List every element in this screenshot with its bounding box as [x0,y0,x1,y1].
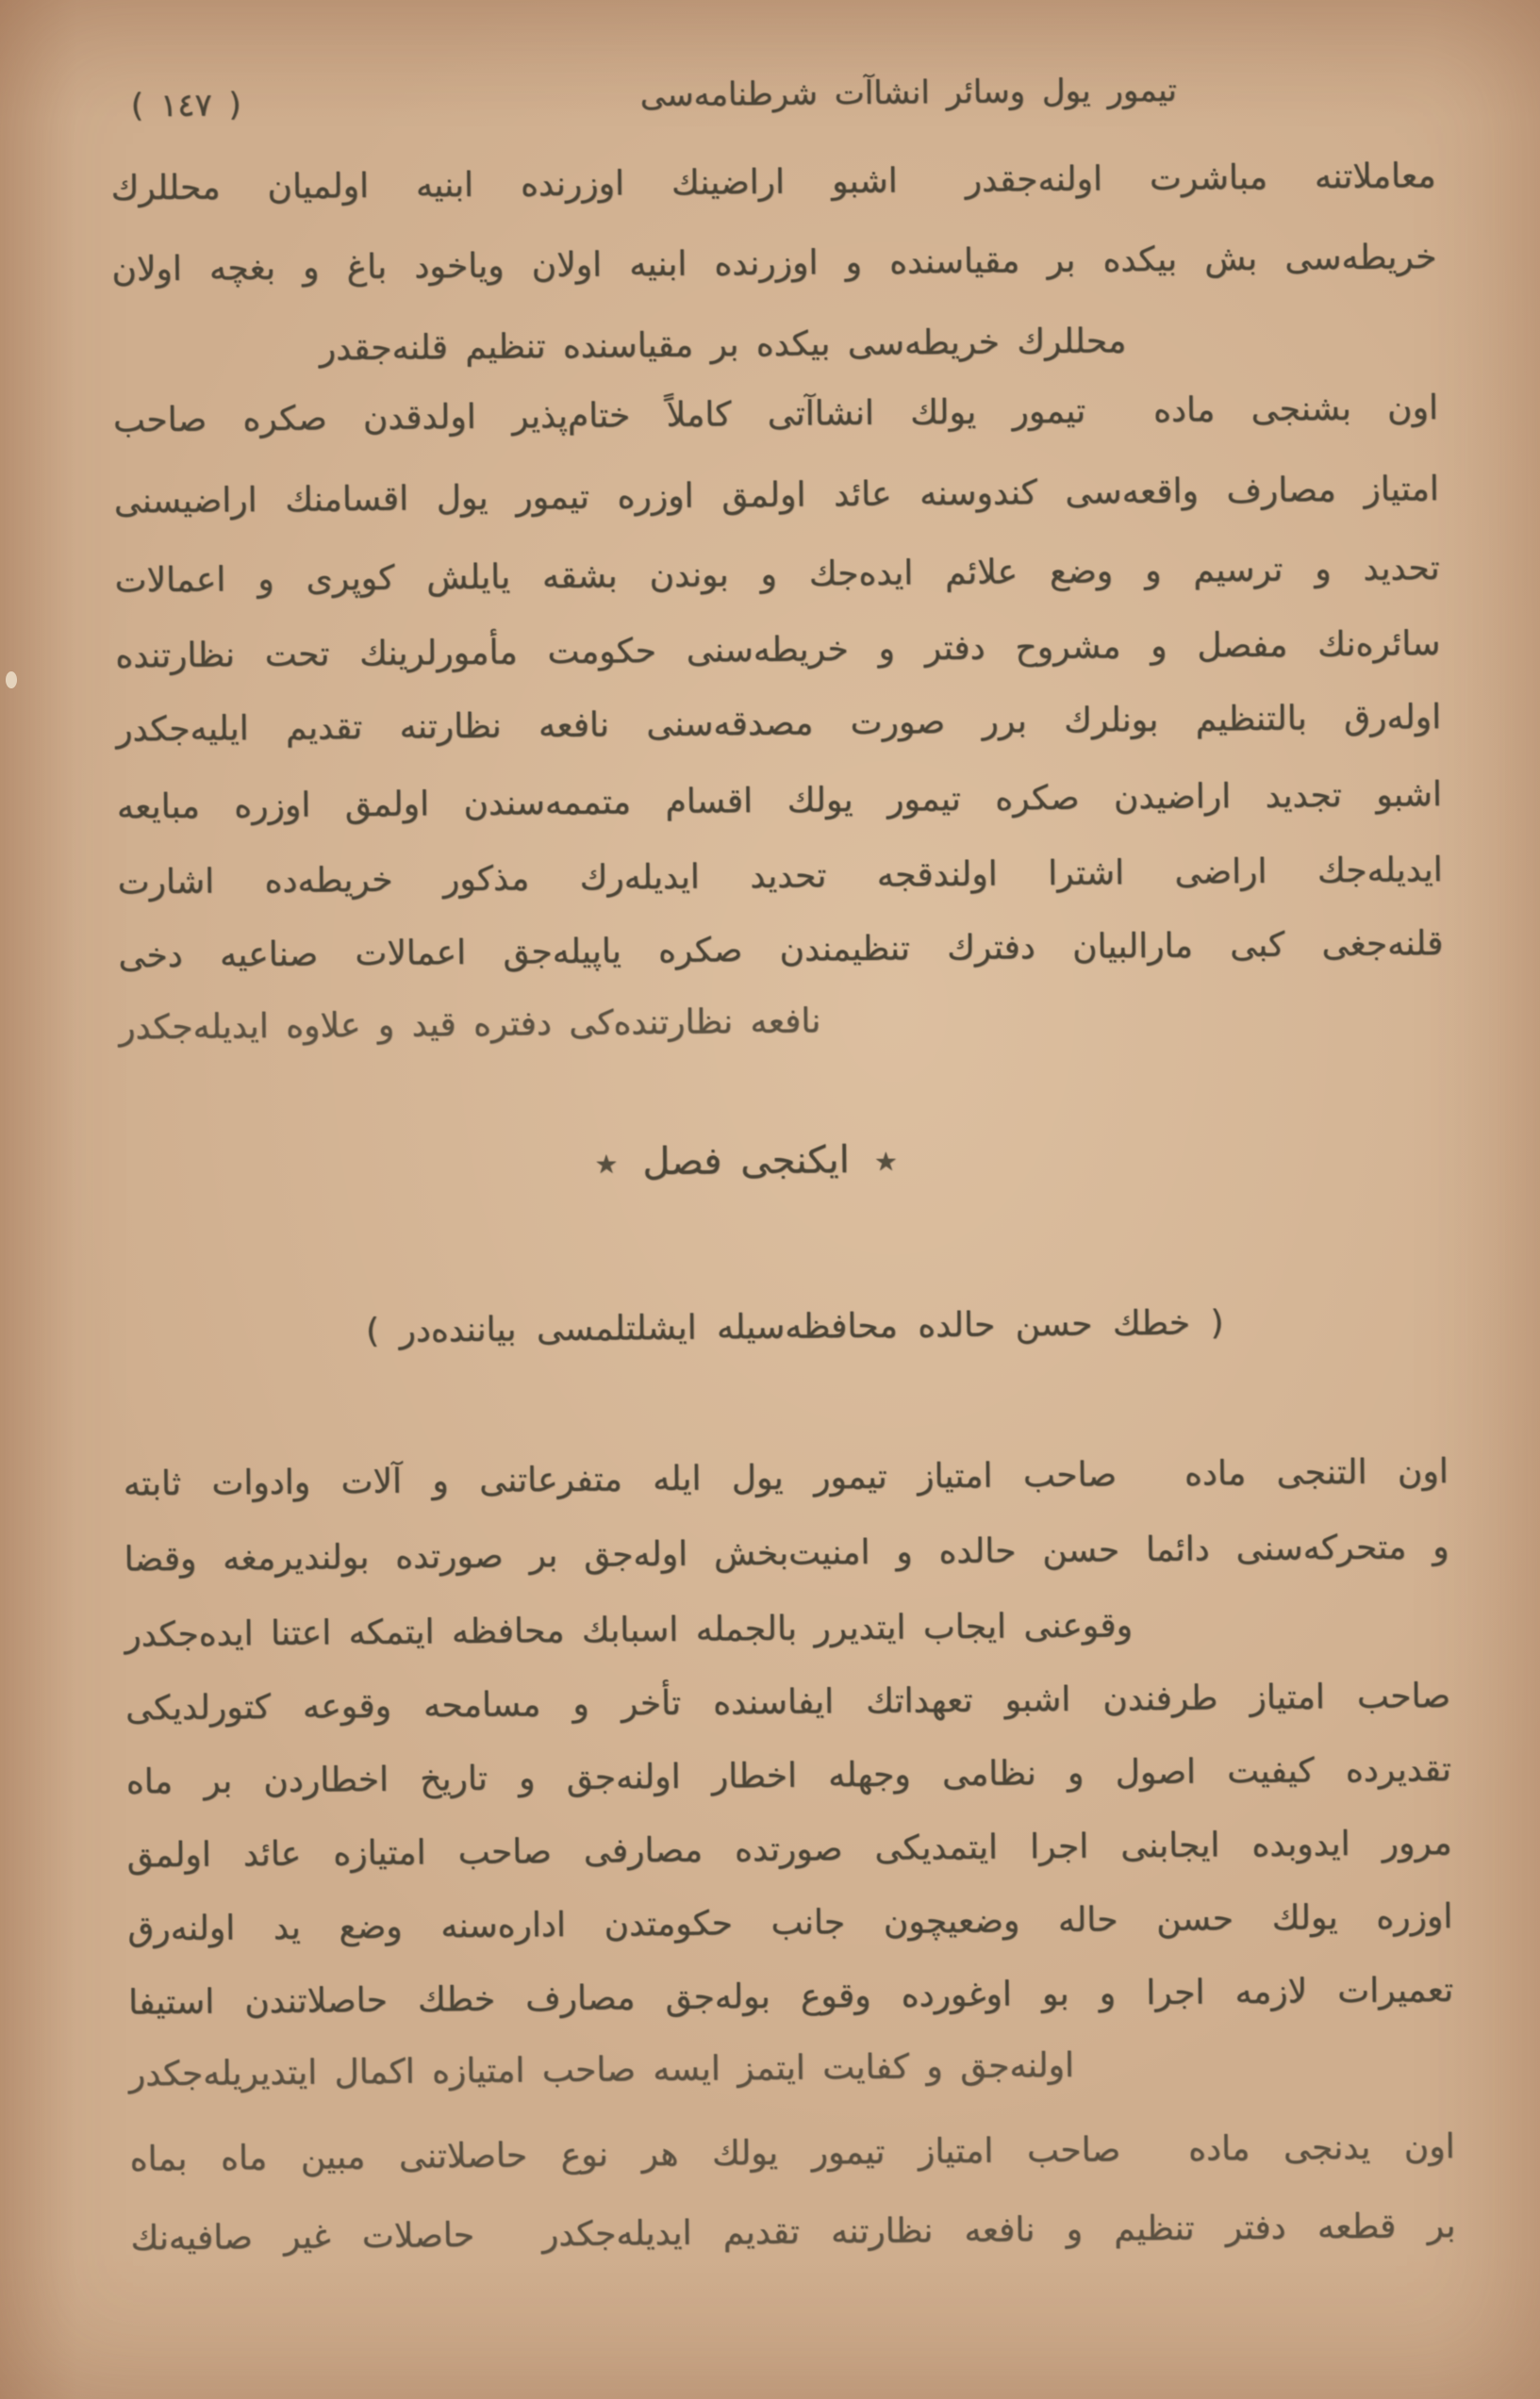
text-line: صاحب امتياز طرفندن اشبو تعهداتك ايفاسنده تأخر و مسامحه وقوعه كتورلديكی [124,1677,1451,1729]
page-number: ( ١٤٧ ) [130,86,241,125]
text-line: وقوعنی ايجاب ايتديرر بالجمله اسبابك محافظه ايتمكه اعتنا ايده‌جكدر [124,1606,1134,1655]
text-line: مرور ايدوبده ايجابنی اجرا ايتمديكی صورتده مصارفی صاحب امتيازه عائد اولمق [126,1824,1452,1876]
text-line: سائره‌نك مفصل و مشروح دفتر و خريطه‌سنی حكومت مأمورلرينك تحت نظارتنده [115,624,1441,676]
floral-ornament-icon: ٭ [594,1136,619,1188]
text-line: امتياز مصارف واقعه‌سی كندوسنه عائد اولمق اوزره تيمور يول اقسامنك اراضيسنی [113,470,1439,521]
text-line: معاملاتنه مباشرت اولنه‌جقدر اشبو اراضينك اوزرنده ابنيه اولميان محللرك [110,157,1436,208]
text-line: اولنه‌جق و كفايت ايتمز ايسه صاحب امتيازه اكمال ايتديريله‌جكدر [128,2045,1075,2094]
text-line: و متحركه‌سنی دائما حسن حالده و امنيت‌بخش اوله‌جق بر صورتده بولنديرمغه وقضا [124,1528,1449,1580]
paper-speck [6,671,17,688]
chapter-subtitle: ( خطك حسن حالده محافظه‌سيله ايشلتلمسی بياننده‌در ) [365,1303,1224,1351]
article-15-first-line: اون بشنجی ماده تيمور يولك انشاآتی كاملاً ختام‌پذير اولدقدن صكره صاحب [112,389,1439,440]
text-line: خريطه‌سی بش بيكده بر مقياسنده و اوزرنده ابنيه اولان وياخود باغ و بغچه اولان [111,238,1437,290]
text-line: تحديد و ترسيم و وضع علائم ايده‌جك و بوندن بشقه يايلش كوپری و اعمالات [114,549,1440,601]
floral-ornament-icon: ٭ [873,1133,899,1185]
page-title: تيمور يول وسائر انشاآت شرطنامه‌سی [639,71,1177,115]
text-line: تقديرده كيفيت اصول و نظامی وجهله اخطار اولنه‌جق و تاريخ اخطاردن بر ماه [125,1750,1452,1802]
text-line: محللرك خريطه‌سی بيكده بر مقياسنده تنظيم قلنه‌جقدر [319,322,1127,369]
article-16-first-line: اون التنجی ماده صاحب امتياز تيمور يول ايله متفرعاتنی و آلات وادوات ثابته [123,1452,1449,1504]
article-17-first-line: اون يدنجی ماده صاحب امتياز تيمور يولك هر نوع حاصلاتنی مبين ماه بماه [129,2127,1455,2179]
text-line: ايديله‌جك اراضی اشترا اولندقجه تحديد ايديله‌رك مذكور خريطه‌ده اشارت [117,851,1443,902]
text-line: اوله‌رق بالتنظيم بونلرك برر صورت مصدقه‌سنی نافعه نظارتنه تقديم ايليه‌جكدر [115,698,1442,750]
text-line: نافعه نظارتنده‌كی دفتره قيد و علاوه ايديله‌جكدر [119,1001,821,1048]
section-heading [0,1124,1516,1198]
text-line: قلنه‌جغی كبی مارالبيان دفترك تنظيمندن صكره ياپيله‌جق اعمالات صناعيه دخی [118,924,1444,976]
text-line: اوزره يولك حسن حاله وضعيچون جانب حكومتدن اداره‌سنه وضع يد اولنه‌رق [127,1897,1453,1949]
text-line: تعميرات لازمه اجرا و بو اوغورده وقوع بوله‌جق مصارف خطك حاصلاتندن استيفا [127,1971,1454,2023]
text-line: اشبو تجديد اراضيدن صكره تيمور يولك اقسام متممه‌سندن اولمق اوزره مبايعه [116,775,1443,827]
section-heading-text: ايكنجی فصل [642,1138,851,1184]
text-line: بر قطعه دفتر تنظيم و نافعه نظارتنه تقديم ايديله‌جكدر حاصلات غير صافيه‌نك [130,2207,1456,2258]
